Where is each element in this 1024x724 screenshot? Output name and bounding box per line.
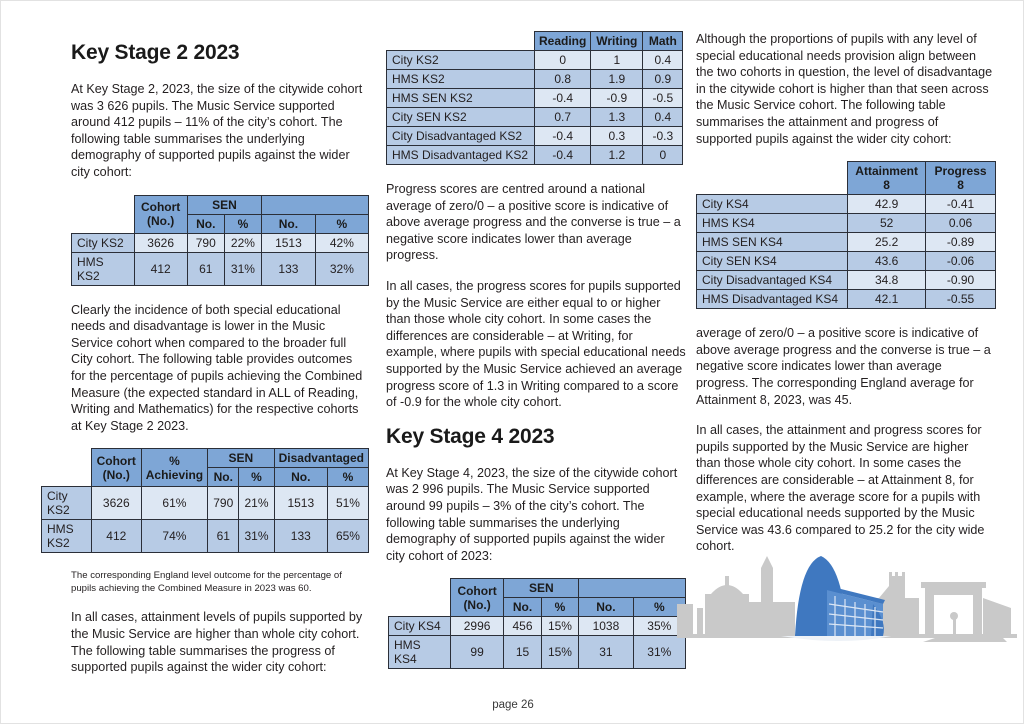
- header-cohort-line1: Cohort: [457, 583, 497, 598]
- ks2-demography-analysis: Clearly the incidence of both special educational needs and disadvantage is lower in the Music Service cohort when compared to the broader full City cohort. The following table provides outcomes for the percentage of pupils achieving the Combined Measure (the expected standard in ALL of Reading, Writing and Mathematics) for the respective cohorts at Key Stage 2 2023.: [71, 302, 363, 433]
- table-row: [389, 617, 686, 636]
- header-sen: SEN: [208, 449, 275, 468]
- row-label: City KS4: [697, 195, 848, 214]
- table-header-row: [42, 449, 369, 468]
- header-cohort: [450, 579, 504, 617]
- table-row: [387, 51, 683, 70]
- cell-sen-no: 456: [504, 617, 541, 636]
- cell-math: 0.4: [643, 51, 683, 70]
- cell-reading: -0.4: [535, 127, 591, 146]
- row-label: City KS2: [387, 51, 535, 70]
- table-row: [697, 233, 996, 252]
- table-row: [697, 195, 996, 214]
- cell-progress: -0.55: [926, 290, 996, 309]
- row-label: HMS KS4: [697, 214, 848, 233]
- header-cohort: [91, 449, 141, 487]
- subheader-dis-pc: %: [327, 468, 368, 487]
- table-row: [697, 214, 996, 233]
- cell-math: 0.4: [643, 108, 683, 127]
- cell-writing: -0.9: [591, 89, 643, 108]
- header-reading: Reading: [535, 32, 591, 51]
- row-label: HMS KS2: [72, 252, 135, 285]
- table-header-row: [387, 32, 683, 51]
- cell-attainment: 25.2: [848, 233, 926, 252]
- city-skyline-illustration: [677, 546, 1017, 661]
- header-math: Math: [643, 32, 683, 51]
- cell-progress: -0.90: [926, 271, 996, 290]
- cell-reading: 0: [535, 51, 591, 70]
- table-ks4-attainment-progress: [696, 161, 996, 309]
- cell-sen-pc: 15%: [541, 617, 579, 636]
- header-cohort-line1: Cohort: [96, 453, 136, 468]
- cell-cohort: 3626: [134, 233, 187, 252]
- cell-writing: 1.2: [591, 146, 643, 165]
- table-ks2-combined-measure: [41, 448, 369, 553]
- blank-corner-cell: [387, 32, 535, 51]
- cell-sen-pc: 15%: [541, 636, 579, 669]
- table-row: [387, 146, 683, 165]
- page-title-ks4: Key Stage 4 2023: [386, 424, 555, 448]
- ks4-progress-analysis: In all cases, the attainment and progress scores for pupils supported by the Music Service are higher than those whole city cohort. In some cases the differences are considerable – at Attainment 8, for example, where the average score for a pupils with special educational needs supported by the Music Service was 43.6 compared to 25.2 for the city wide cohort.: [696, 423, 985, 554]
- cell-achieving: 61%: [141, 487, 207, 520]
- blank-corner-cell: [389, 579, 451, 598]
- row-label: HMS SEN KS2: [387, 89, 535, 108]
- cell-sen-no: 790: [208, 487, 239, 520]
- page-title-ks2: Key Stage 2 2023: [71, 41, 240, 64]
- cell-sen-pc: 31%: [239, 520, 274, 553]
- row-label: City KS2: [72, 233, 135, 252]
- row-label: City KS4: [389, 617, 451, 636]
- table-row: [387, 127, 683, 146]
- cell-dis-no: 1038: [579, 617, 633, 636]
- subheader-dis-no: No.: [262, 214, 316, 233]
- blank-corner-cell-2: [72, 214, 135, 233]
- cell-cohort: 412: [91, 520, 141, 553]
- blank-corner-cell: [42, 449, 92, 468]
- column-middle: [386, 31, 686, 685]
- table-ks4-demography: [388, 578, 686, 669]
- row-label: City Disadvantaged KS2: [387, 127, 535, 146]
- header-cohort-line2: (No.): [146, 214, 175, 229]
- cell-cohort: 412: [134, 252, 187, 285]
- header-attainment-line2: 8: [883, 178, 890, 193]
- cell-writing: 1.9: [591, 70, 643, 89]
- cell-dis-no: 133: [274, 520, 327, 553]
- header-achieving-line2: Achieving: [145, 467, 204, 482]
- cell-math: 0.9: [643, 70, 683, 89]
- cell-attainment: 34.8: [848, 271, 926, 290]
- row-label: HMS KS4: [389, 636, 451, 669]
- table-row: [42, 520, 369, 553]
- ks4-intro-paragraph: At Key Stage 4, 2023, the size of the citywide cohort was 2 996 pupils. The Music Service supported around 99 pupils – 3% of the city’s cohort. The following table summarises the underlying demography of supported pupils against the wider city cohort of 2023:: [386, 465, 678, 563]
- cell-dis-pc: 42%: [315, 233, 368, 252]
- table-row: [42, 487, 369, 520]
- blank-corner-cell-2: [389, 598, 451, 617]
- cell-sen-no: 61: [187, 252, 224, 285]
- table-ks2-progress: [386, 31, 683, 165]
- cell-cohort: 2996: [450, 617, 504, 636]
- ks4-progress-note: average of zero/0 – a positive score is indicative of above average progress and the converse is true – a negative score indicates lower than average progress. The corresponding England average for Attainment 8, 2023, was 45.: [696, 326, 991, 407]
- cell-achieving: 74%: [141, 520, 207, 553]
- cell-dis-no: 133: [262, 252, 316, 285]
- cell-progress: -0.89: [926, 233, 996, 252]
- header-attainment-8: [848, 162, 926, 195]
- row-label: HMS Disadvantaged KS2: [387, 146, 535, 165]
- row-label: HMS Disadvantaged KS4: [697, 290, 848, 309]
- cell-attainment: 52: [848, 214, 926, 233]
- ks4-demography-note: Although the proportions of pupils with any level of special educational needs provision align between the two cohorts in question, the level of disadvantage in the citywide cohort is higher than that seen across the Music Service cohort. The following table summarises the attainment and progress of supported pupils against the wider city cohort:: [696, 32, 993, 146]
- ks2-progress-analysis: In all cases, the progress scores for pupils supported by the Music Service are either equal to or higher than those whole city cohort. In some cases the differences are considerable – at Writing, for example, where pupils with special educational needs supported by the Music Service achieved an average progress score of 1.3 in Writing compared to a score of -0.9 for the whole city cohort.: [386, 278, 686, 410]
- subheader-dis-no: No.: [274, 468, 327, 487]
- ks2-england-note: The corresponding England level outcome for the percentage of pupils achieving the Combined Measure in 2023 was 60.: [71, 570, 342, 595]
- cell-reading: 0.7: [535, 108, 591, 127]
- table-row: [387, 89, 683, 108]
- row-label: HMS SEN KS4: [697, 233, 848, 252]
- cell-reading: -0.4: [535, 146, 591, 165]
- cell-progress: 0.06: [926, 214, 996, 233]
- header-achieving-line1: %: [169, 453, 180, 468]
- table-header-row: [389, 579, 686, 598]
- table-ks2-demography: [71, 195, 369, 286]
- cell-dis-no: 1513: [262, 233, 316, 252]
- cell-attainment: 42.9: [848, 195, 926, 214]
- header-cohort-line1: Cohort: [140, 200, 181, 215]
- cell-sen-no: 790: [187, 233, 224, 252]
- row-label: HMS KS2: [42, 520, 92, 553]
- cell-dis-pc: 35%: [633, 617, 685, 636]
- ks2-progress-note: Progress scores are centred around a national average of zero/0 – a positive score is indicative of above average progress and the converse is true – a negative score indicates lower than average progress.: [386, 182, 681, 263]
- subheader-sen-pc: %: [239, 468, 274, 487]
- page-footer: page 26: [492, 699, 534, 711]
- table-row: [697, 290, 996, 309]
- row-label: HMS KS2: [387, 70, 535, 89]
- subheader-dis-pc: %: [315, 214, 368, 233]
- cell-cohort: 99: [450, 636, 504, 669]
- header-sen: SEN: [504, 579, 579, 598]
- cell-attainment: 43.6: [848, 252, 926, 271]
- cell-sen-no: 15: [504, 636, 541, 669]
- subheader-dis-pc: %: [633, 598, 685, 617]
- header-cohort: [134, 195, 187, 233]
- header-disadvantaged: [579, 579, 686, 598]
- header-disadvantaged: Disadvantaged: [274, 449, 368, 468]
- table-row: [72, 233, 369, 252]
- header-writing: Writing: [591, 32, 643, 51]
- column-right: [696, 31, 996, 569]
- row-label: City SEN KS4: [697, 252, 848, 271]
- cell-sen-pc: 21%: [239, 487, 274, 520]
- cell-dis-no: 1513: [274, 487, 327, 520]
- skyline-blue-landmark: [781, 556, 891, 641]
- ks2-combined-analysis: In all cases, attainment levels of pupils supported by the Music Service are higher than whole city cohort. The following table summarises the progress of supported pupils against the wider city cohort:: [71, 610, 363, 675]
- cell-dis-pc: 31%: [633, 636, 685, 669]
- subheader-sen-pc: %: [224, 214, 261, 233]
- header-progress-8: [926, 162, 996, 195]
- cell-dis-pc: 32%: [315, 252, 368, 285]
- cell-attainment: 42.1: [848, 290, 926, 309]
- column-left: [39, 31, 369, 690]
- row-label: City SEN KS2: [387, 108, 535, 127]
- cell-reading: 0.8: [535, 70, 591, 89]
- cell-reading: -0.4: [535, 89, 591, 108]
- header-attainment-line1: Attainment: [855, 164, 918, 179]
- cell-writing: 1: [591, 51, 643, 70]
- header-disadvantaged: [262, 195, 369, 214]
- row-label: City Disadvantaged KS4: [697, 271, 848, 290]
- header-cohort-line2: (No.): [463, 597, 491, 612]
- blank-corner-cell: [697, 162, 848, 195]
- cell-dis-pc: 51%: [327, 487, 368, 520]
- cell-sen-no: 61: [208, 520, 239, 553]
- row-label: City KS2: [42, 487, 92, 520]
- cell-math: -0.5: [643, 89, 683, 108]
- cell-progress: -0.41: [926, 195, 996, 214]
- header-achieving: [141, 449, 207, 487]
- header-sen: SEN: [187, 195, 261, 214]
- table-row: [72, 252, 369, 285]
- table-header-row: [697, 162, 996, 195]
- subheader-sen-no: No.: [187, 214, 224, 233]
- cell-writing: 1.3: [591, 108, 643, 127]
- subheader-sen-no: No.: [208, 468, 239, 487]
- table-row: [697, 252, 996, 271]
- table-header-row: [72, 195, 369, 214]
- cell-dis-no: 31: [579, 636, 633, 669]
- cell-math: 0: [643, 146, 683, 165]
- table-row: [387, 70, 683, 89]
- header-progress-line2: 8: [957, 178, 964, 193]
- ks2-intro-paragraph: At Key Stage 2, 2023, the size of the citywide cohort was 3 626 pupils. The Music Service supported around 412 pupils – 11% of the city’s cohort. The following table summarises the underlying demography of supported pupils against the wider city cohort:: [71, 82, 363, 179]
- table-subheader-row: [72, 214, 369, 233]
- table-row: [389, 636, 686, 669]
- blank-corner-cell-2: [42, 468, 92, 487]
- cell-cohort: 3626: [91, 487, 141, 520]
- blank-corner-cell: [72, 195, 135, 214]
- subheader-sen-pc: %: [541, 598, 579, 617]
- table-row: [387, 108, 683, 127]
- header-progress-line1: Progress: [934, 164, 987, 179]
- header-cohort-line2: (No.): [102, 467, 130, 482]
- cell-dis-pc: 65%: [327, 520, 368, 553]
- cell-sen-pc: 22%: [224, 233, 261, 252]
- table-row: [697, 271, 996, 290]
- cell-progress: -0.06: [926, 252, 996, 271]
- cell-math: -0.3: [643, 127, 683, 146]
- subheader-dis-no: No.: [579, 598, 633, 617]
- cell-sen-pc: 31%: [224, 252, 261, 285]
- subheader-sen-no: No.: [504, 598, 541, 617]
- table-subheader-row: [389, 598, 686, 617]
- cell-writing: 0.3: [591, 127, 643, 146]
